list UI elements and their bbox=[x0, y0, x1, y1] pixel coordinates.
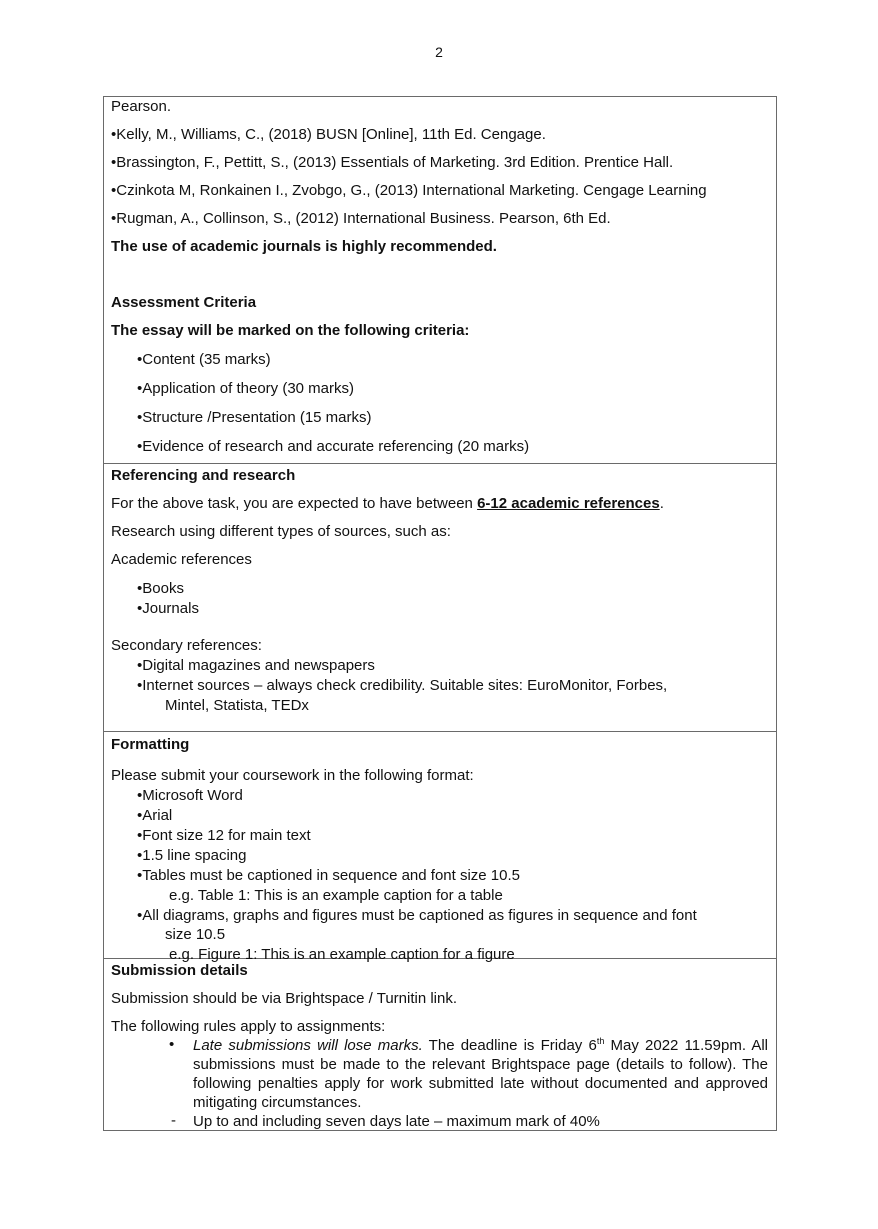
late-submission-text bbox=[193, 1036, 768, 1112]
criteria-item: •Structure /Presentation (15 marks) bbox=[137, 409, 372, 426]
page-number: 2 bbox=[435, 44, 443, 60]
research-intro: Research using different types of sources, such as: bbox=[111, 523, 451, 540]
reading-line-pearson: Pearson. bbox=[111, 98, 172, 115]
format-item: •Tables must be captioned in sequence and font size 10.5 bbox=[137, 867, 521, 884]
assessment-intro: The essay will be marked on the following criteria: bbox=[111, 322, 470, 339]
deadline-text-a: The deadline is Friday 6 bbox=[422, 1037, 597, 1054]
expectation-suffix: . bbox=[659, 495, 664, 512]
submission-cell bbox=[104, 959, 776, 1130]
referencing-heading: Referencing and research bbox=[111, 467, 296, 484]
submission-heading: Submission details bbox=[111, 962, 248, 979]
criteria-item: •Application of theory (30 marks) bbox=[137, 380, 355, 397]
reference-item: •Czinkota M, Ronkainen I., Zvobgo, G., (2013) International Marketing. Cengage Learning bbox=[111, 182, 707, 199]
format-item-continuation: size 10.5 bbox=[165, 926, 226, 943]
criteria-item: •Content (35 marks) bbox=[137, 351, 271, 368]
assignment-details-table bbox=[103, 96, 777, 1131]
secondary-item: •Internet sources – always check credibility. Suitable sites: EuroMonitor, Forbes, bbox=[137, 677, 668, 694]
formatting-cell bbox=[104, 732, 776, 963]
submission-via: Submission should be via Brightspace / Turnitin link. bbox=[111, 990, 458, 1007]
references-expectation bbox=[111, 494, 776, 513]
table-caption-example: e.g. Table 1: This is an example caption for a table bbox=[169, 887, 503, 904]
penalty-dash: - bbox=[171, 1112, 176, 1129]
journals-note: The use of academic journals is highly recommended. bbox=[111, 238, 497, 255]
referencing-cell bbox=[104, 464, 776, 732]
reference-count: 6-12 academic references bbox=[477, 495, 660, 512]
reference-item: •Brassington, F., Pettitt, S., (2013) Essentials of Marketing. 3rd Edition. Prentice Hall. bbox=[111, 154, 674, 171]
secondary-references-label: Secondary references: bbox=[111, 637, 262, 654]
penalty-text: Up to and including seven days late – maximum mark of 40% bbox=[193, 1113, 600, 1130]
rule-bullet: • bbox=[169, 1036, 175, 1053]
format-item: •Microsoft Word bbox=[137, 787, 243, 804]
expectation-prefix: For the above task, you are expected to have between bbox=[111, 495, 478, 512]
academic-references-label: Academic references bbox=[111, 551, 252, 568]
formatting-heading: Formatting bbox=[111, 736, 190, 753]
deadline-text-b: May 2022 11.59pm. All submissions must be made to the relevant Brightspace page (details to follow). The following penalties apply for work submitted late without documented and approved mitigating circumstances. bbox=[193, 1037, 769, 1111]
format-item: •Arial bbox=[137, 807, 173, 824]
late-submissions-warning: Late submissions will lose marks. bbox=[193, 1037, 423, 1054]
ordinal-suffix: th bbox=[596, 1036, 605, 1046]
format-item: •1.5 line spacing bbox=[137, 847, 247, 864]
criteria-item: •Evidence of research and accurate referencing (20 marks) bbox=[137, 438, 530, 455]
format-item: •All diagrams, graphs and figures must be captioned as figures in sequence and font bbox=[137, 907, 697, 924]
formatting-intro: Please submit your coursework in the following format: bbox=[111, 767, 474, 784]
late-submission-rule bbox=[111, 1036, 776, 1112]
rules-intro: The following rules apply to assignments: bbox=[111, 1018, 386, 1035]
secondary-item: •Digital magazines and newspapers bbox=[137, 657, 375, 674]
figure-caption-example: e.g. Figure 1: This is an example caption for a figure bbox=[169, 946, 515, 963]
reference-item: •Rugman, A., Collinson, S., (2012) International Business. Pearson, 6th Ed. bbox=[111, 210, 611, 227]
reference-item: •Kelly, M., Williams, C., (2018) BUSN [Online], 11th Ed. Cengage. bbox=[111, 126, 546, 143]
format-item: •Font size 12 for main text bbox=[137, 827, 311, 844]
secondary-item-continuation: Mintel, Statista, TEDx bbox=[165, 697, 309, 714]
assessment-heading: Assessment Criteria bbox=[111, 294, 257, 311]
academic-item: •Books bbox=[137, 580, 184, 597]
academic-item: •Journals bbox=[137, 600, 199, 617]
penalty-item bbox=[111, 1112, 776, 1131]
reading-and-assessment-cell bbox=[104, 97, 776, 464]
